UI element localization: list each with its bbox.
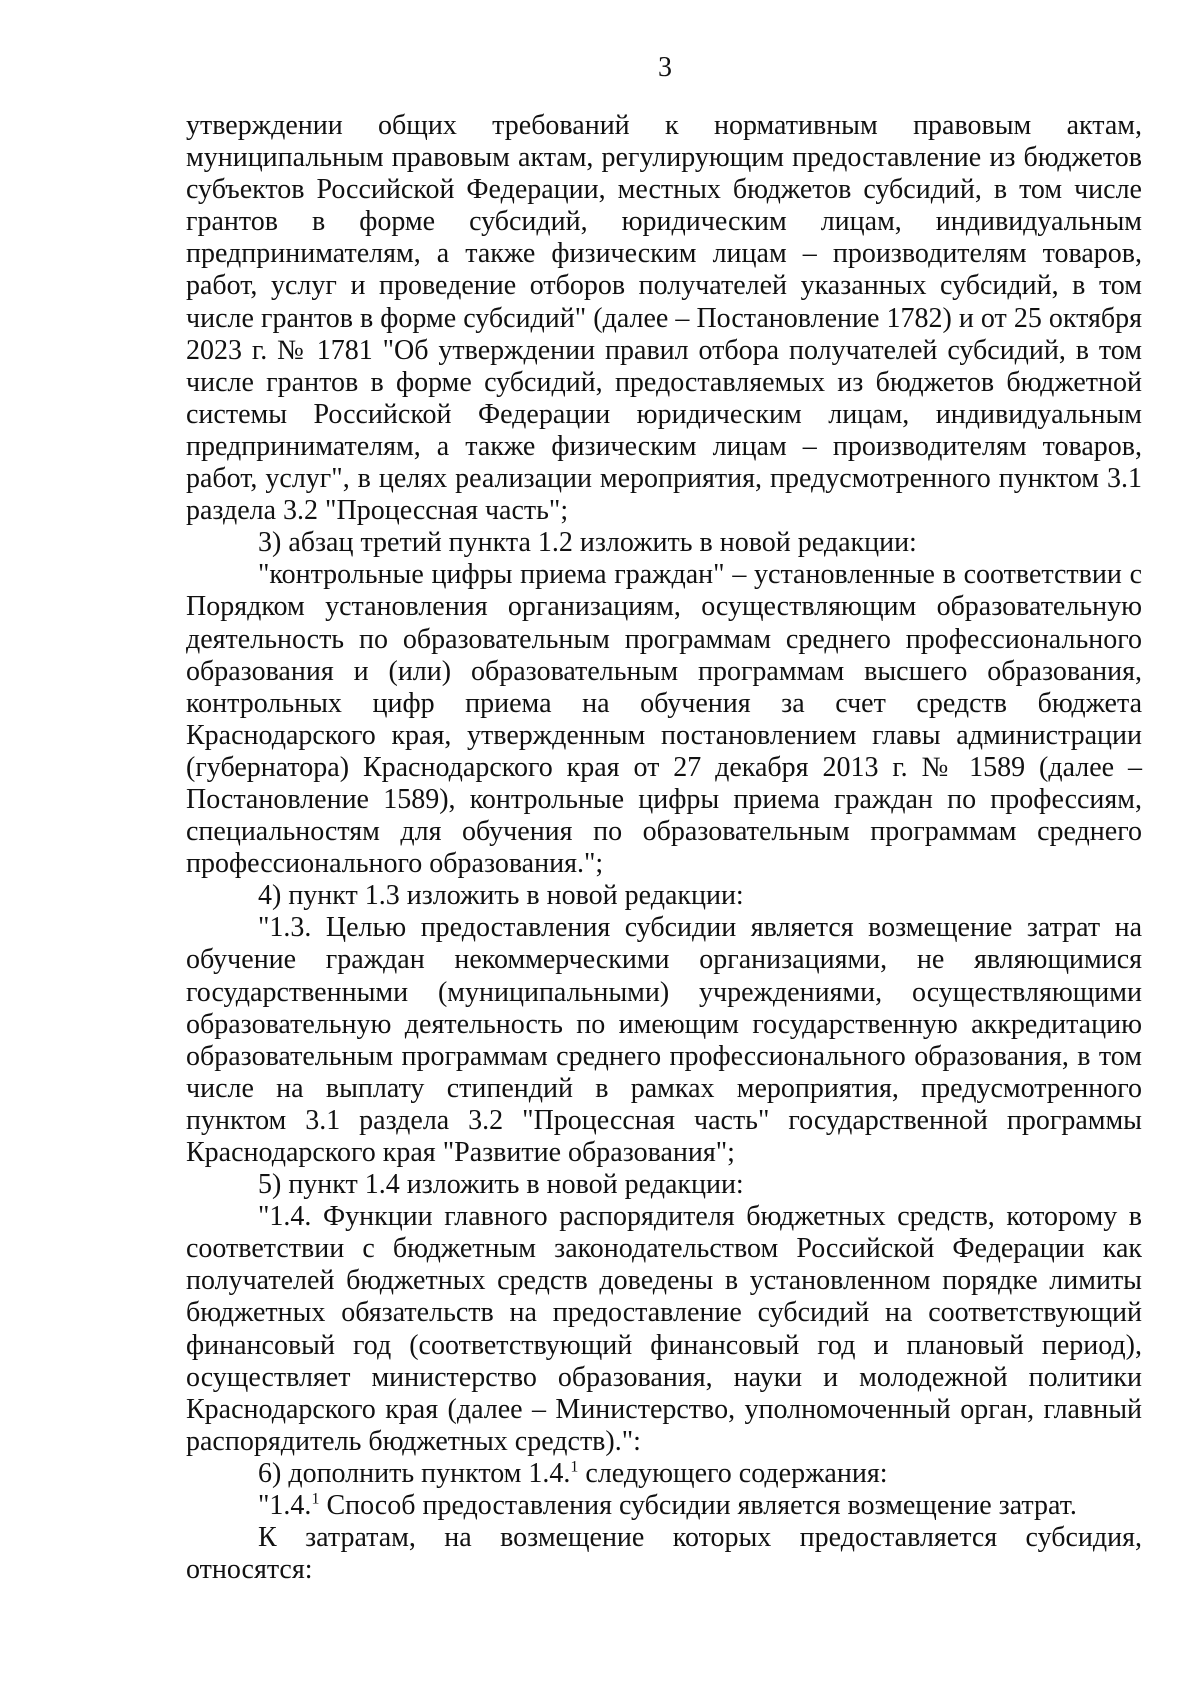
paragraph-clause-1-3: "1.3. Целью предоставления субсидии является возмещение затрат на обучение граждан некоммерческими организациями, не являющимися государственными (муниципальными) учреждениями, осуществляющими образовательную деятельность по имеющим государственную аккредитацию образовательным программам среднего профессионального образования, в том числе на выплату стипендий в рамках мероприятия, предусмотренного пунктом 3.1 раздела 3.2 "Процессная часть" государственной программы Краснодарского края "Развитие образования";: [186, 912, 1142, 1168]
clause-1-4-1-text-after: Способ предоставления субсидии является возмещение затрат.: [319, 1490, 1077, 1522]
paragraph-clause-1-4: "1.4. Функции главного распорядителя бюджетных средств, которому в соответствии с бюджетным законодательством Российской Федерации как получателей бюджетных средств доведены в установленном порядке лимиты бюджетных обязательств на предоставление субсидий на соответствующий финансовый год (соответствующий финансовый год и плановый период), осуществляет министерство образования, науки и молодежной политики Краснодарского края (далее – Министерство, уполномоченный орган, главный распорядитель бюджетных средств).":: [186, 1201, 1142, 1457]
clause-1-4-1-text-before: "1.4.: [258, 1490, 312, 1522]
paragraph-definition-control-figures: "контрольные цифры приема граждан" – установленные в соответствии с Порядком установления организациям, осуществляющим образовательную деятельность по образовательным программам среднего профессионального образования и (или) образовательным программам высшего образования, контрольных цифр приема на обучения за счет средств бюджета Краснодарского края, утвержденным постановлением главы администрации (губернатора) Краснодарского края от 27 декабря 2013 г. № 1589 (далее – Постановление 1589), контрольные цифры приема граждан по профессиям, специальностям для обучения по образовательным программам среднего профессионального образования.";: [186, 559, 1142, 880]
clause-1-4-1-superscript: 1: [311, 1490, 320, 1508]
document-body: [186, 110, 1142, 1586]
paragraph-item-3: 3) абзац третий пункта 1.2 изложить в новой редакции:: [258, 527, 917, 559]
page-number: 3: [658, 52, 672, 83]
paragraph-item-4: 4) пункт 1.3 изложить в новой редакции:: [258, 880, 744, 912]
paragraph-item-6: [186, 1458, 1142, 1490]
item-6-superscript: 1: [570, 1458, 579, 1476]
paragraph-costs-intro: К затратам, на возмещение которых предоставляется субсидия, относятся:: [186, 1522, 1142, 1586]
item-6-text-before: 6) дополнить пунктом 1.4.: [258, 1457, 571, 1489]
paragraph-item-5: 5) пункт 1.4 изложить в новой редакции:: [258, 1169, 744, 1201]
paragraph-continuation: утверждении общих требований к нормативным правовым актам, муниципальным правовым актам, регулирующим предоставление из бюджетов субъектов Российской Федерации, местных бюджетов субсидий, в том числе грантов в форме субсидий, юридическим лицам, индивидуальным предпринимателям, а также физическим лицам – производителям товаров, работ, услуг и проведение отборов получателей указанных субсидий, в том числе грантов в форме субсидий" (далее – Постановление 1782) и от 25 октября 2023 г. № 1781 "Об утверждении правил отбора получателей субсидий, в том числе грантов в форме субсидий, предоставляемых из бюджетов бюджетной системы Российской Федерации юридическим лицам, индивидуальным предпринимателям, а также физическим лицам – производителям товаров, работ, услуг", в целях реализации мероприятия, предусмотренного пунктом 3.1 раздела 3.2 "Процессная часть";: [186, 110, 1142, 527]
paragraph-clause-1-4-1: [186, 1490, 1142, 1522]
item-6-text-after: следующего содержания:: [578, 1457, 888, 1489]
